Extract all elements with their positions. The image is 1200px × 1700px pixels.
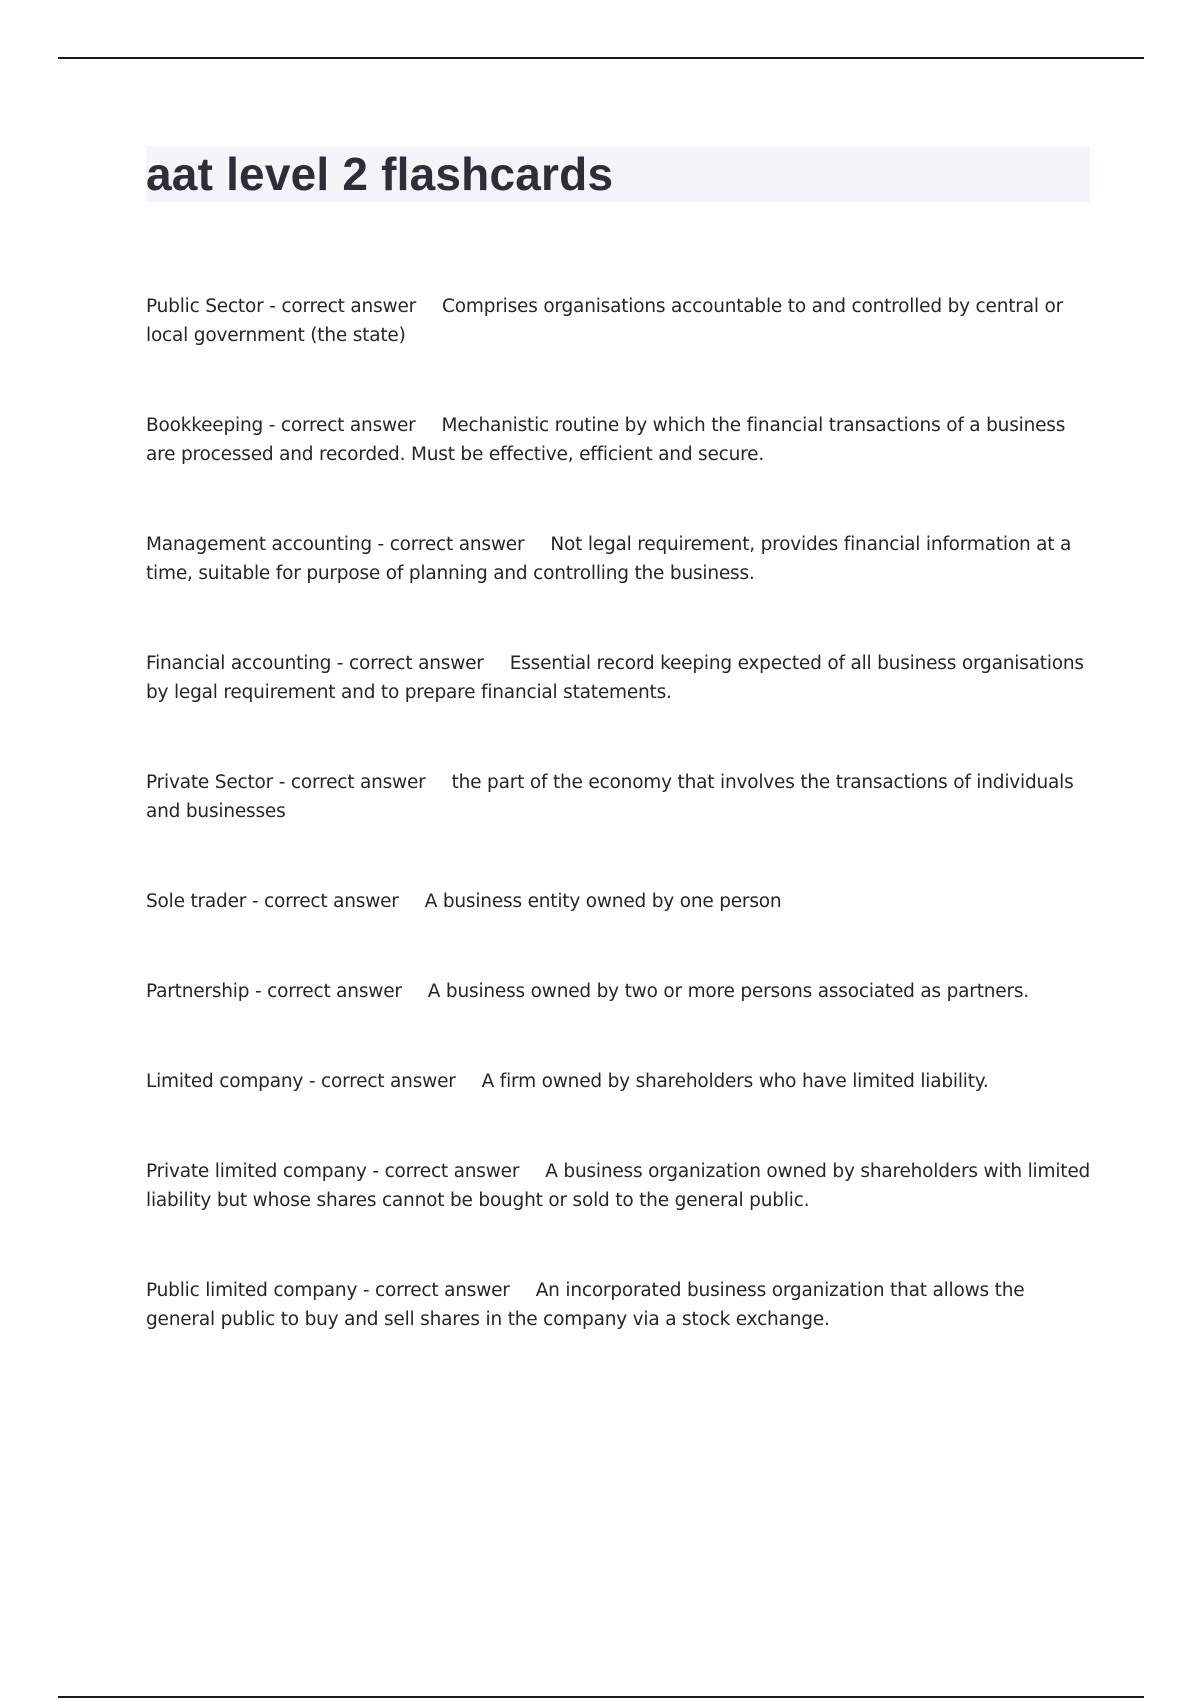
flashcard-definition: A business entity owned by one person	[424, 891, 782, 912]
flashcard-separator: - correct answer	[357, 1280, 510, 1301]
flashcard-definition: Comprises organisations accountable to and controlled by central or local government (the state)	[146, 296, 1063, 346]
flashcard-item	[146, 530, 1092, 588]
flashcard-term: Private Sector	[146, 772, 274, 793]
flashcard-term: Bookkeeping	[146, 415, 264, 436]
flashcard-separator: - correct answer	[273, 772, 426, 793]
flashcard-list	[146, 292, 1092, 1334]
flashcard-term: Limited company	[146, 1071, 304, 1092]
flashcard-separator: - correct answer	[371, 534, 525, 555]
flashcard-term: Sole trader	[146, 891, 247, 912]
flashcard-definition: Not legal requirement, provides financial information at a time, suitable for purpose of planning and controlling the business.	[146, 534, 1072, 584]
flashcard-term: Public limited company	[146, 1280, 358, 1301]
flashcard-definition: A business owned by two or more persons associated as partners.	[427, 981, 1029, 1002]
flashcard-definition: A business organization owned by shareholders with limited liability but whose shares cannot be bought or sold to the general public.	[146, 1161, 1091, 1211]
flashcard-definition: the part of the economy that involves the transactions of individuals and businesses	[146, 772, 1074, 822]
flashcard-item	[146, 411, 1092, 469]
top-rule	[58, 57, 1144, 59]
flashcard-item	[146, 1276, 1092, 1334]
flashcard-separator: - correct answer	[249, 981, 402, 1002]
flashcard-definition: Mechanistic routine by which the financial transactions of a business are processed and recorded. Must be effective, efficient and secure.	[146, 415, 1066, 465]
flashcard-separator: - correct answer	[263, 415, 416, 436]
flashcard-separator: - correct answer	[246, 891, 399, 912]
flashcard-separator: - correct answer	[263, 296, 417, 317]
flashcard-separator: - correct answer	[366, 1161, 520, 1182]
flashcard-definition: An incorporated business organization that allows the general public to buy and sell shares in the company via a stock exchange.	[146, 1280, 1025, 1330]
flashcard-term: Partnership	[146, 981, 250, 1002]
flashcard-item	[146, 768, 1092, 826]
flashcard-item	[146, 649, 1092, 707]
flashcard-separator: - correct answer	[331, 653, 484, 674]
flashcard-definition: Essential record keeping expected of all business organisations by legal requirement and to prepare financial statements.	[146, 653, 1084, 703]
flashcard-term: Financial accounting	[146, 653, 332, 674]
flashcard-item	[146, 977, 1092, 1006]
flashcard-term: Management accounting	[146, 534, 372, 555]
flashcard-item	[146, 1067, 1092, 1096]
document-title: aat level 2 flashcards	[146, 148, 614, 200]
bottom-rule	[58, 1696, 1144, 1698]
flashcard-item	[146, 292, 1092, 350]
flashcard-item	[146, 887, 1092, 916]
flashcard-term: Public Sector	[146, 296, 264, 317]
flashcard-item	[146, 1157, 1092, 1215]
flashcard-separator: - correct answer	[303, 1071, 456, 1092]
flashcard-term: Private limited company	[146, 1161, 367, 1182]
flashcard-definition: A firm owned by shareholders who have limited liability.	[481, 1071, 989, 1092]
